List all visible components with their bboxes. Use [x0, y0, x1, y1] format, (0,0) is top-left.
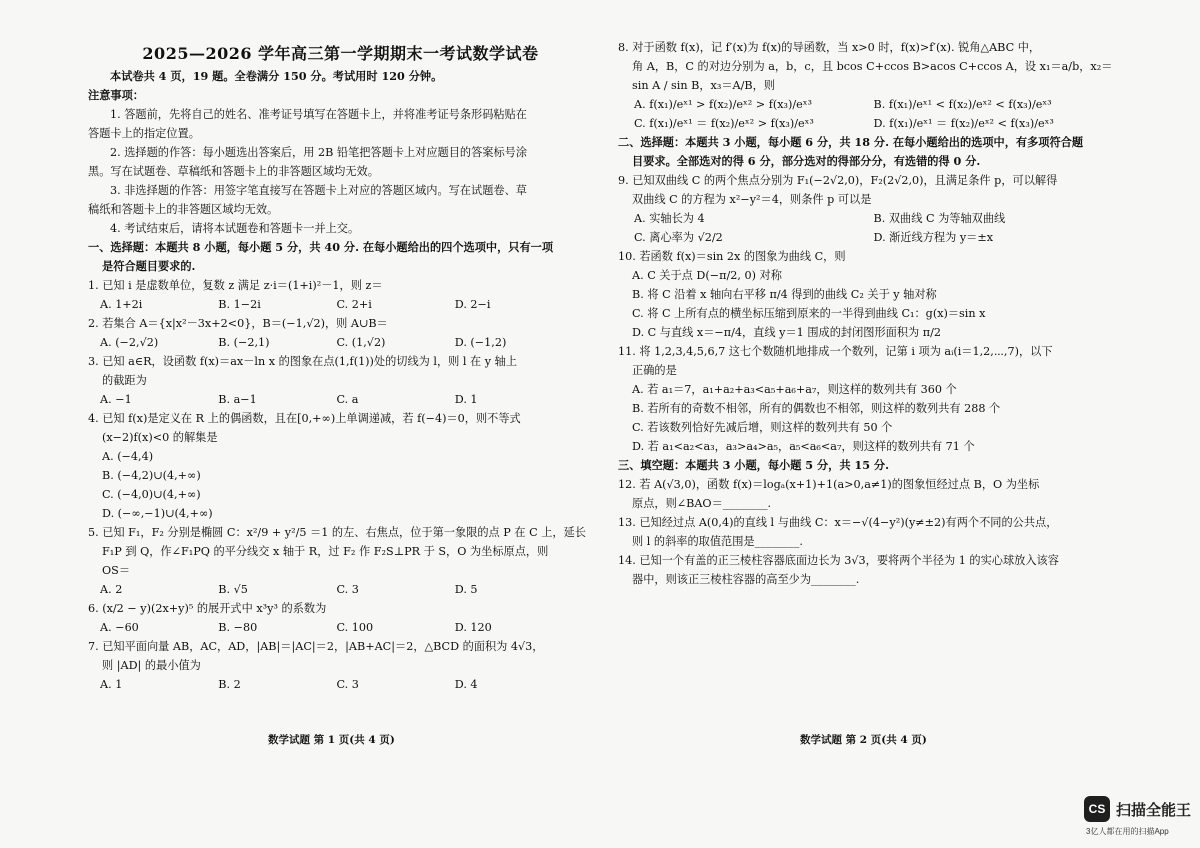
option: B. 双曲线 C 为等轴双曲线: [873, 212, 1006, 225]
question-stem: 11. 将 1,2,3,4,5,6,7 这七个数随机地排成一个数列，记第 i 项为 aᵢ(i＝1,2,⋯,7)，以下: [618, 345, 1053, 358]
brand-tagline: 3亿人都在用的扫描App: [1086, 827, 1169, 836]
option: B. 若所有的奇数不相邻，所有的偶数也不相邻，则这样的数列共有 288 个: [632, 402, 1001, 415]
option: B. a−1: [218, 393, 257, 406]
question-stem: 5. 已知 F₁，F₂ 分别是椭圆 C：x²/9 + y²/5 ＝1 的左、右焦点，位于第一象限的点 P 在 C 上，延长: [88, 526, 586, 539]
option: C. 3: [336, 583, 359, 596]
notice-line: 答题卡上的指定位置。: [88, 127, 200, 140]
question-stem: 10. 若函数 f(x)＝sin 2x 的图象为曲线 C，则: [618, 250, 846, 263]
notice-line: 黑。写在试题卷、草稿纸和答题卡上的非答题区域均无效。: [88, 165, 379, 178]
option: C. 将 C 上所有点的横坐标压缩到原来的一半得到曲线 C₁：g(x)＝sin x: [632, 307, 986, 320]
option: C. a: [336, 393, 359, 406]
question-stem: 14. 已知一个有盖的正三棱柱容器底面边长为 3√3，要将两个半径为 1 的实心球放入该容: [618, 554, 1059, 567]
option: B. f(x₁)/eˣ¹ < f(x₂)/eˣ² < f(x₃)/eˣ³: [873, 98, 1052, 111]
option: A. (−2,√2): [100, 336, 159, 349]
option-row: [618, 209, 1113, 228]
exam-intro: 本试卷共 4 页，19 题。全卷满分 150 分。考试用时 120 分钟。: [110, 69, 443, 83]
option-row: [88, 580, 593, 599]
question-stem: 3. 已知 a∈R，设函数 f(x)＝ax－ln x 的图象在点(1,f(1))处的切线为 l，则 l 在 y 轴上: [88, 355, 518, 368]
question-stem: 13. 已知经过点 A(0,4)的直线 l 与曲线 C：x＝−√(4−y²)(y≠±2)有两个不同的公共点，: [618, 516, 1058, 529]
option: D. 5: [454, 583, 478, 596]
option: A. 2: [100, 583, 123, 596]
question-stem: 双曲线 C 的方程为 x²−y²＝4，则条件 p 可以是: [632, 193, 872, 206]
section-heading: 二、选择题：本题共 3 小题，每小题 6 分，共 18 分. 在每小题给出的选项中，有多项符合题: [618, 135, 1084, 149]
question-stem: 6. (x/2 − y)(2x+y)⁵ 的展开式中 x³y³ 的系数为: [88, 602, 327, 615]
question-stem: 角 A，B，C 的对边分别为 a，b，c，且 bcos C+ccos B>acos C+ccos A，设 x₁＝a/b，x₂＝: [632, 60, 1113, 73]
option: B. 2: [218, 678, 241, 691]
page-title: 2025—2026 学年高三第一学期期末一考试数学试卷: [142, 44, 539, 63]
option: D. 1: [454, 393, 478, 406]
notice-line: 3. 非选择题的作答：用签字笔直接写在答题卡上对应的答题区域内。写在试题卷、草: [110, 184, 527, 197]
notice-line: 1. 答题前，先将自己的姓名、准考证号填写在答题卡上，并将准考证号条形码粘贴在: [110, 108, 527, 121]
scanner-watermark: [1084, 796, 1191, 822]
question-stem: 的截距为: [102, 374, 147, 387]
question-stem: 7. 已知平面向量 AB，AC，AD，|AB|＝|AC|＝2，|AB+AC|＝2，△BCD 的面积为 4√3，: [88, 640, 544, 653]
option: B. (−2,1): [218, 336, 270, 349]
option: B. 1−2i: [218, 298, 261, 311]
option: C. f(x₁)/eˣ¹ ＝ f(x₂)/eˣ² > f(x₃)/eˣ³: [634, 117, 814, 130]
option: D. (−∞,−1)∪(4,+∞): [102, 507, 213, 520]
option-row: [88, 295, 593, 314]
question-stem: sin A / sin B，x₃＝A/B，则: [632, 79, 775, 92]
option: A. 1+2i: [100, 298, 143, 311]
option-row: [88, 618, 593, 637]
option-row: [88, 333, 593, 352]
option-row: [88, 675, 593, 694]
question-stem: F₁P 到 Q，作∠F₁PQ 的平分线交 x 轴于 R，过 F₂ 作 F₂S⊥PR 于 S，O 为坐标原点，则: [102, 545, 549, 558]
option: B. −80: [218, 621, 258, 634]
option: C. (1,√2): [336, 336, 386, 349]
section-heading: 一、选择题：本题共 8 小题，每小题 5 分，共 40 分. 在每小题给出的四个选项中，只有一项: [88, 240, 554, 254]
option: D. 120: [454, 621, 492, 634]
option: D. C 与直线 x＝−π/4，直线 y＝1 围成的封闭图形面积为 π/2: [632, 326, 942, 339]
question-stem: 1. 已知 i 是虚数单位，复数 z 满足 z·i＝(1+i)²－1，则 z＝: [88, 279, 383, 292]
option: A. (−4,4): [102, 450, 154, 463]
option: D. 渐近线方程为 y＝±x: [873, 231, 994, 244]
option-row: [618, 114, 1113, 133]
option: D. f(x₁)/eˣ¹ ＝ f(x₂)/eˣ² < f(x₃)/eˣ³: [873, 117, 1054, 130]
question-stem: 9. 已知双曲线 C 的两个焦点分别为 F₁(−2√2,0)，F₂(2√2,0)，且满足条件 p，可以解得: [618, 174, 1058, 187]
question-stem: (x−2)f(x)<0 的解集是: [102, 431, 218, 444]
option-row: [618, 95, 1113, 114]
option: A. C 关于点 D(−π/2, 0) 对称: [632, 269, 782, 282]
option: A. f(x₁)/eˣ¹ > f(x₂)/eˣ² > f(x₃)/eˣ³: [634, 98, 813, 111]
option: A. −60: [100, 621, 139, 634]
notice-line: 稿纸和答题卡上的非答题区域均无效。: [88, 203, 279, 216]
brand-name: 扫描全能王: [1116, 801, 1192, 819]
section-heading: 是符合题目要求的.: [102, 259, 196, 273]
option: B. √5: [218, 583, 248, 596]
notice-line: 4. 考试结束后，请将本试题卷和答题卡一并上交。: [110, 222, 360, 235]
option-row: [88, 390, 593, 409]
option: D. 4: [454, 678, 478, 691]
option: A. 1: [100, 678, 123, 691]
page-1: [88, 38, 593, 694]
option: D. (−1,2): [454, 336, 507, 349]
option-row: [618, 228, 1113, 247]
camscanner-logo-icon: CS: [1084, 796, 1110, 822]
page-footer: 数学试题 第 1 页(共 4 页): [268, 734, 395, 746]
question-stem: 12. 若 A(√3,0)，函数 f(x)＝logₐ(x+1)+1(a>0,a≠1)的图象恒经过点 B，O 为坐标: [618, 478, 1040, 491]
option: B. 将 C 沿着 x 轴向右平移 π/4 得到的曲线 C₂ 关于 y 轴对称: [632, 288, 937, 301]
option: C. (−4,0)∪(4,+∞): [102, 488, 201, 501]
option: C. 100: [336, 621, 374, 634]
option: A. −1: [100, 393, 132, 406]
option: A. 实轴长为 4: [634, 212, 705, 225]
notice-title: 注意事项：: [88, 88, 144, 102]
option: D. 2−i: [454, 298, 491, 311]
question-stem: 则 l 的斜率的取值范围是________.: [632, 535, 803, 548]
section-heading: 目要求。全部选对的得 6 分，部分选对的得部分分，有选错的得 0 分.: [632, 154, 981, 168]
option: B. (−4,2)∪(4,+∞): [102, 469, 201, 482]
option: C. 离心率为 √2/2: [634, 231, 723, 244]
question-stem: 8. 对于函数 f(x)，记 f′(x)为 f(x)的导函数，当 x>0 时，f(x)>f′(x). 锐角△ABC 中，: [618, 41, 1041, 54]
option: C. 3: [336, 678, 359, 691]
question-stem: 正确的是: [632, 364, 677, 377]
question-stem: 原点，则∠BAO＝________.: [632, 497, 772, 510]
section-heading: 三、填空题：本题共 3 小题，每小题 5 分，共 15 分.: [618, 458, 889, 472]
question-stem: OS＝: [102, 564, 131, 577]
question-stem: 则 |AD| 的最小值为: [102, 659, 201, 672]
page-footer: 数学试题 第 2 页(共 4 页): [800, 734, 927, 746]
option: A. 若 a₁＝7，a₁+a₂+a₃<a₅+a₆+a₇，则这样的数列共有 360 个: [632, 383, 957, 396]
option: C. 若该数列恰好先减后增，则这样的数列共有 50 个: [632, 421, 893, 434]
notice-line: 2. 选择题的作答：每小题选出答案后，用 2B 铅笔把答题卡上对应题目的答案标号涂: [110, 146, 528, 159]
page-2: [618, 38, 1113, 589]
question-stem: 4. 已知 f(x)是定义在 R 上的偶函数，且在[0,+∞)上单调递减，若 f(−4)＝0，则不等式: [88, 412, 521, 425]
option: C. 2+i: [336, 298, 372, 311]
option: D. 若 a₁<a₂<a₃，a₃>a₄>a₅，a₅<a₆<a₇，则这样的数列共有 71 个: [632, 440, 975, 453]
question-stem: 2. 若集合 A＝{x|x²－3x+2<0}，B＝(−1,√2)，则 A∪B＝: [88, 317, 388, 330]
question-stem: 器中，则该正三棱柱容器的高至少为________.: [632, 573, 860, 586]
